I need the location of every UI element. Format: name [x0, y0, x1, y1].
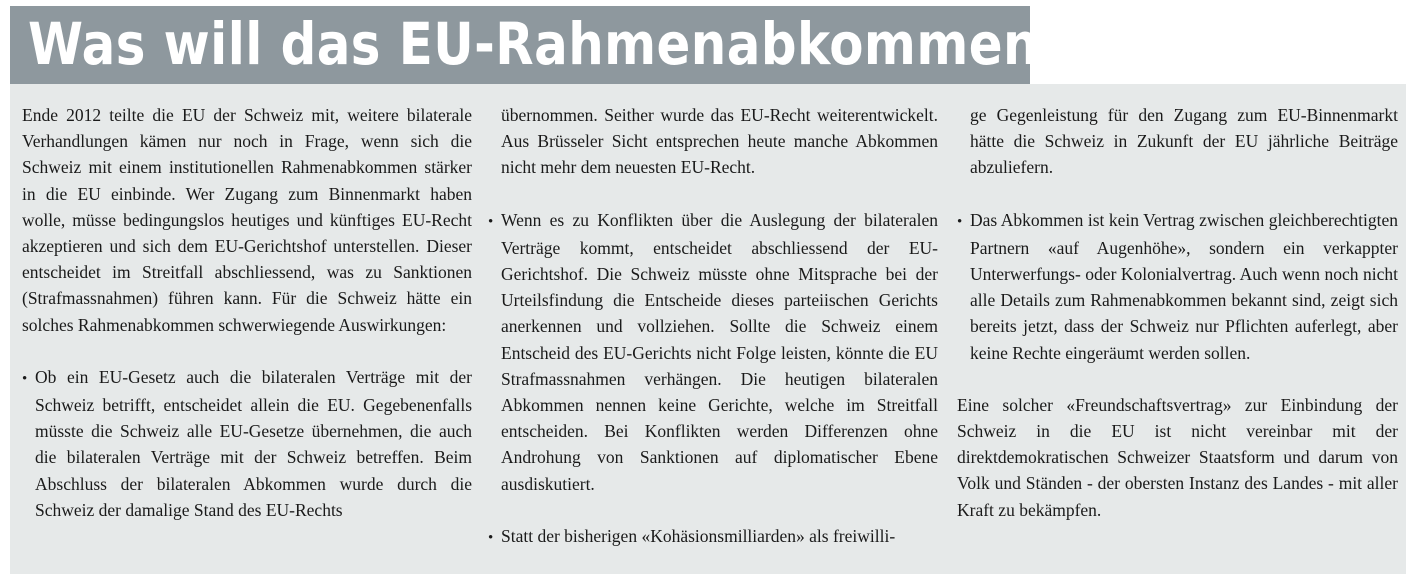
bullet-text: Wenn es zu Konflikten über die Auslegung der bilateralen Verträge kommt, entscheidet abschliessend der EU-Gerichtshof. Die Schweiz müsste ohne Mitsprache bei der Urteilsfindung die Entscheide dieses parteiischen Gerichts anerkennen und vollziehen. Sollte die Schweiz einem Entscheid des EU-Gerichts nicht Folge leisten, könnte die EU Strafmassnahmen verhängen. Die heutigen bilateralen Abkommen nennen keine Gerichte, welche im Streitfall entscheiden. Bei Konflikten werden Differenzen ohne Androhung von Sanktionen auf diplomatischer Ebene ausdiskutiert.	[501, 209, 938, 494]
bullet-icon: •	[957, 213, 963, 230]
conclusion-paragraph: Eine solcher «Freundschaftsvertrag» zur Einbindung der Schweiz in die EU ist nicht vereinbar mit der direktdemokratischen Schweizer Staatsform und darum von Volk und Ständen - der obersten Instanz des Landes - mit aller Kraft zu bekämpfen.	[957, 394, 1398, 520]
title-bar	[10, 6, 1069, 84]
bullet-continuation: übernommen. Seither wurde das EU-Recht weiterentwickelt. Aus Brüsseler Sicht entsprechen heute manche Abkommen nicht mehr dem neuesten EU-Recht.	[501, 105, 938, 178]
bullet-text: Ob ein EU-Gesetz auch die bilateralen Verträge mit der Schweiz betrifft, entscheidet allein die EU. Gegebenenfalls müsste die Schweiz alle EU-Gesetze übernehmen, die auch die bilateralen Verträge mit der Schweiz betreffen. Beim Abschluss der bilateralen Abkommen wurde durch die Schweiz der damalige Stand des EU-Rechts	[35, 366, 472, 520]
bullet-icon: •	[488, 213, 494, 230]
column-1	[22, 102, 472, 523]
article-body	[10, 84, 1406, 574]
bullet-item	[488, 207, 938, 497]
bullet-item	[488, 523, 938, 551]
intro-paragraph: Ende 2012 teilte die EU der Schweiz mit, weitere bilaterale Verhandlungen kämen nur noch in Frage, wenn sich die Schweiz mit einem institutionellen Rahmenabkommen stärker in die EU einbinde. Wer Zugang zum Binnenmarkt haben wolle, müsse bedingungslos heutiges und künftiges EU-Recht akzeptieren und sich dem EU-Gerichtshof unterstellen. Dieser entscheidet im Streitfall abschliessend, was zu Sanktionen (Strafmassnahmen) führen kann. Für die Schweiz hätte ein solches Rahmenabkommen schwerwiegende Auswirkungen:	[22, 105, 472, 335]
page-title: Was will das EU-Rahmenabkommen?	[28, 10, 1069, 78]
column-3	[957, 102, 1398, 523]
bullet-icon: •	[488, 529, 494, 546]
bullet-text: Statt der bisherigen «Kohäsionsmilliarden» als freiwilli-	[501, 525, 896, 546]
column-2	[488, 102, 938, 551]
bullet-item	[957, 207, 1398, 366]
bullet-icon: •	[22, 370, 28, 387]
bullet-continuation: ge Gegenleistung für den Zugang zum EU-Binnenmarkt hätte die Schweiz in Zukunft der EU jährliche Beiträge abzuliefern.	[970, 105, 1398, 178]
bullet-item	[22, 364, 472, 523]
bullet-text: Das Abkommen ist kein Vertrag zwischen gleichberechtigten Partnern «auf Augenhöhe», sondern ein verkappter Unterwerfungs- oder Kolonialvertrag. Auch wenn noch nicht alle Details zum Rahmenabkommen bekannt sind, zeigt sich bereits jetzt, dass der Schweiz nur Pflichten auferlegt, aber keine Rechte eingeräumt werden sollen.	[970, 209, 1398, 363]
